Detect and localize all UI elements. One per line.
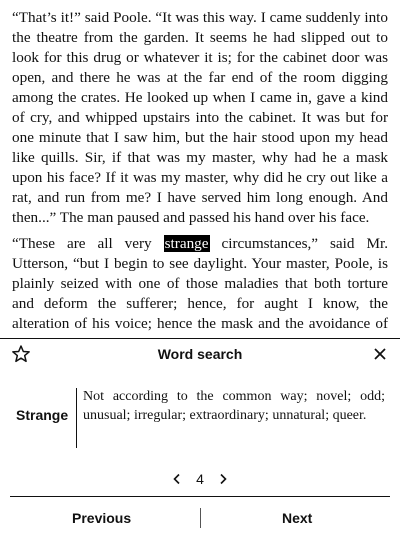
- previous-button[interactable]: Previous: [72, 510, 132, 526]
- text-segment: circumstances,” said Mr. Utterson, “but I begin to see daylight. Your master, Poole, is plainly seized with one of those maladies that both torture and deform the sufferer; hence, for aught I know, the alteration of his voice; hence the mask and the avoidance of: [12, 235, 388, 332]
- chevron-right-icon[interactable]: [218, 473, 228, 485]
- entry-separator: [76, 388, 77, 448]
- book-paragraph: [12, 234, 388, 336]
- book-text: [12, 8, 388, 336]
- book-paragraph: “That’s it!” said Poole. “It was this way. I came suddenly into the theatre from the garden. It seems he had slipped out to look for this drug or whatever it is; for the cabinet door was open, and there he was at the far end of the room digging among the crates. He looked up when I came in, gave a kind of cry, and whipped upstairs into the cabinet. It was but for one minute that I saw him, but the hair stood upon my head like quills. Sir, if that was my master, why had he a mask upon his face? If it was my master, why did he cry out like a rat, and run from me? I have served him long enough. And then...” The man paused and passed his hand over his face.: [12, 9, 388, 226]
- entry-headword: Strange: [16, 407, 69, 423]
- result-pager: [0, 468, 400, 490]
- popup-top-divider: [0, 338, 400, 339]
- close-icon[interactable]: [372, 346, 388, 362]
- footer-nav: [0, 508, 400, 532]
- entry-definition: Not according to the common way; novel; odd; unusual; irregular; extraordinary; unnatural; queer.: [83, 389, 385, 423]
- popup-title: Word search: [157, 346, 243, 362]
- highlighted-word[interactable]: strange: [164, 235, 209, 252]
- popup-header: [0, 340, 400, 370]
- text-segment: “These are all very: [12, 235, 164, 252]
- footer-divider: [10, 496, 390, 497]
- chevron-left-icon[interactable]: [172, 473, 182, 485]
- footer-separator: [200, 508, 201, 528]
- page-number: 4: [196, 471, 204, 487]
- dictionary-entry: [0, 380, 400, 450]
- next-button[interactable]: Next: [282, 510, 313, 526]
